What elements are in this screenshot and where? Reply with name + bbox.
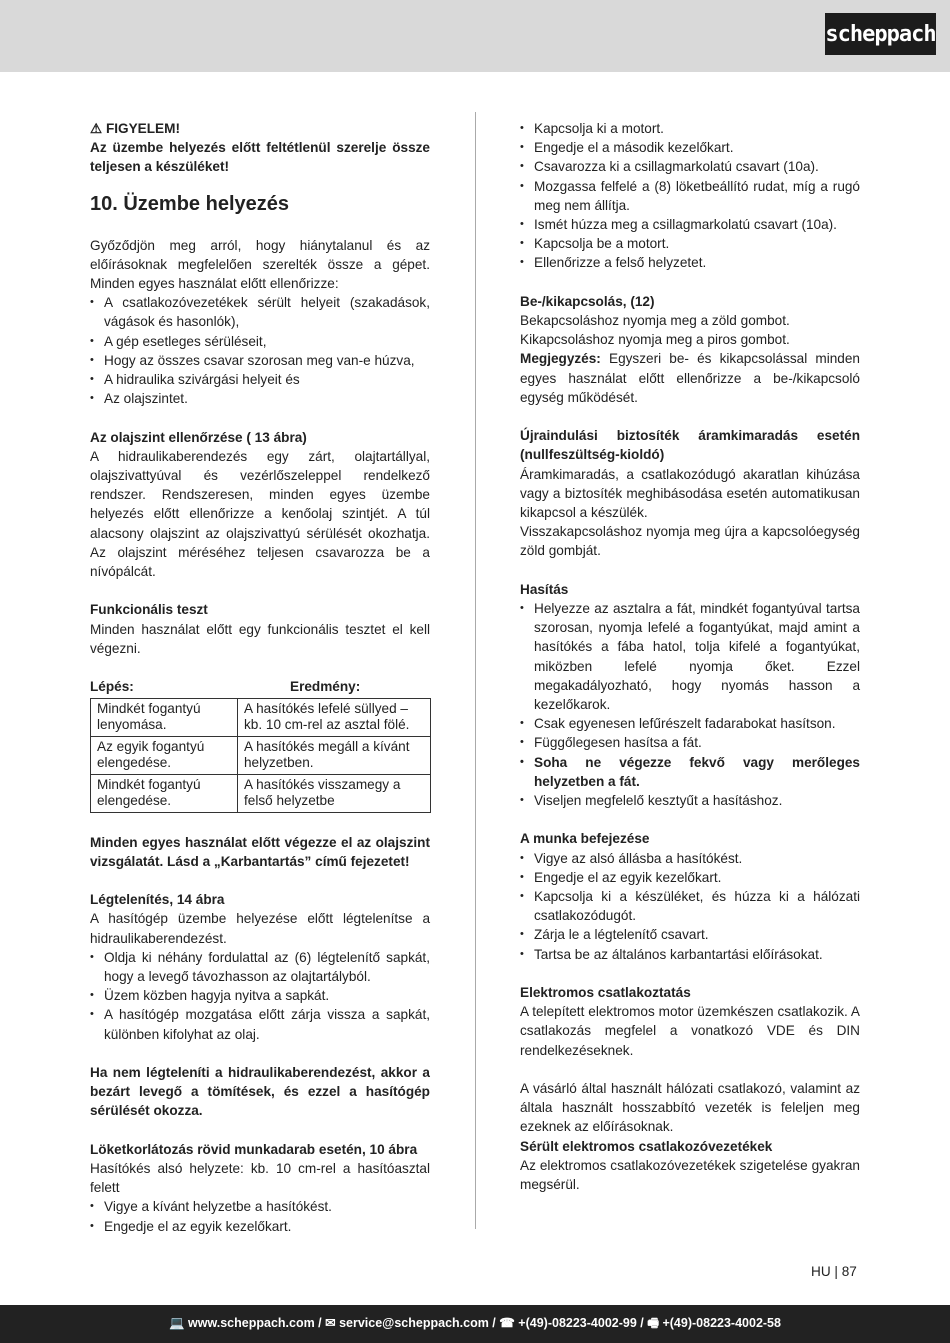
- paragraph: Áramkimaradás, a csatlakozódugó akaratlan kihúzása vagy a biztosíték meghibásodása esetén automatikusan kikapcsol a készülék.: [520, 466, 860, 521]
- paragraph: A hasítógép üzembe helyezése előtt légtelenítse a hidraulikaberendezést.: [90, 911, 430, 946]
- column-divider: [475, 112, 476, 1229]
- list-item: • Csavarozza ki a csillagmarkolatú csavart (10a).: [520, 157, 860, 176]
- list-item: • A hidraulika szivárgási helyeit és: [90, 370, 430, 389]
- paragraph: Visszakapcsoláshoz nyomja meg újra a kapcsolóegység zöld gombját.: [520, 524, 860, 559]
- list-item: • A gép esetleges sérüléseit,: [90, 332, 430, 351]
- spacer: [520, 964, 860, 983]
- table-cell: A hasítókés visszamegy a felső helyzetbe: [238, 775, 431, 813]
- bold-heading: Be-/kikapcsolás, (12): [520, 293, 655, 309]
- column-header: Eredmény:: [290, 679, 361, 695]
- page-number: HU | 87: [811, 1264, 857, 1279]
- bold-heading: Az üzembe helyezés előtt feltétlenül szerelje össze teljesen a készüléket!: [90, 140, 430, 175]
- left-column: [90, 119, 430, 1236]
- note-text: Egyszeri be- és kikapcsolással minden egyes használat előtt ellenőrizze a be-/kikapcsoló egység működését.: [520, 351, 860, 405]
- bold-heading: ⚠ FIGYELEM!: [90, 121, 180, 136]
- bold-heading: Ha nem légteleníti a hidraulikaberendezést, akkor a bezárt levegő a tömítések, és ezzel a hasítógép sérülését okozza.: [90, 1065, 430, 1119]
- spacer: [90, 408, 430, 427]
- spacer: [520, 407, 860, 426]
- bullet-list: [520, 849, 860, 964]
- spacer: [520, 1060, 860, 1079]
- table-row: [91, 699, 431, 737]
- list-item: • Ellenőrizze a felső helyzetet.: [520, 253, 860, 272]
- bold-heading: Az olajszint ellenőrzése ( 13 ábra): [90, 429, 307, 445]
- spacer: [520, 561, 860, 580]
- bold-heading: A munka befejezése: [520, 831, 650, 847]
- list-item: • Csak egyenesen lefűrészelt fadarabokat hasítson.: [520, 714, 860, 733]
- table-cell: A hasítókés megáll a kívánt helyzetben.: [238, 737, 431, 775]
- list-item: • Mozgassa felfelé a (8) löketbeállító rudat, míg a rugó meg nem állítja.: [520, 177, 860, 215]
- paragraph: A hidraulikaberendezés egy zárt, olajtartállyal, olajszivattyúval és vezérlőszeleppel rendelkező rendszer. Rendszeresen, minden egyes üzembe helyezés előtt ellenőrizze a kenőolaj szintjét. A túl alacsony olajszint az olajszivattyú sérülését okozhatja. Az olajszint méréséhez teljesen csavarozza be a nívópálcát.: [90, 448, 430, 580]
- table-cell: A hasítókés lefelé süllyed – kb. 10 cm-rel az asztal fölé.: [238, 699, 431, 737]
- list-item: • Viseljen megfelelő kesztyűt a hasításhoz.: [520, 791, 860, 810]
- paragraph: Kikapcsoláshoz nyomja meg a piros gombot.: [520, 332, 790, 348]
- bold-heading: Sérült elektromos csatlakozóvezetékek: [520, 1138, 773, 1154]
- bold-heading: Elektromos csatlakoztatás: [520, 985, 691, 1001]
- list-item: • Engedje el az egyik kezelőkart.: [90, 1217, 430, 1236]
- scheppach-logo: scheppach: [825, 13, 936, 55]
- list-item: • Függőlegesen hasítsa a fát.: [520, 733, 860, 752]
- paragraph: Hasítókés alsó helyzete: kb. 10 cm-rel a hasítóasztal felett: [90, 1161, 430, 1196]
- spacer: [90, 658, 430, 677]
- function-test-table: [90, 698, 431, 813]
- paragraph: Bekapcsoláshoz nyomja meg a zöld gombot.: [520, 313, 790, 329]
- list-item: • Vigye a kívánt helyzetbe a hasítókést.: [90, 1197, 430, 1216]
- header-bar: [0, 0, 950, 72]
- bold-heading: Hasítás: [520, 581, 569, 597]
- spacer: [520, 810, 860, 829]
- list-item: • Zárja le a légtelenítő csavart.: [520, 925, 860, 944]
- list-item: • Hogy az összes csavar szorosan meg van-e húzva,: [90, 351, 430, 370]
- spacer: [90, 581, 430, 600]
- bullet-list: [90, 293, 430, 408]
- bullet-list: [520, 599, 860, 810]
- list-item: • Engedje el a második kezelőkart.: [520, 138, 860, 157]
- list-item: • Engedje el az egyik kezelőkart.: [520, 868, 860, 887]
- note-paragraph: [520, 349, 860, 407]
- table-row: [91, 775, 431, 813]
- list-item: • Tartsa be az általános karbantartási előírásokat.: [520, 945, 860, 964]
- spacer: [520, 273, 860, 292]
- list-item: • Soha ne végezze fekvő vagy merőleges helyzetben a fát.: [520, 753, 860, 791]
- paragraph: A telepített elektromos motor üzemkészen csatlakozik. A csatlakozás megfelel a vonatkozó VDE és DIN rendelkezéseknek.: [520, 1004, 860, 1058]
- list-item: • Oldja ki néhány fordulattal az (6) légtelenítő sapkát, hogy a levegő távozhasson az olajtartályból.: [90, 948, 430, 986]
- spacer: [90, 813, 430, 832]
- paragraph: Az elektromos csatlakozóvezetékek szigetelése gyakran megsérül.: [520, 1157, 860, 1193]
- table-row: [91, 737, 431, 775]
- list-item: • Üzem közben hagyja nyitva a sapkát.: [90, 986, 430, 1005]
- bold-heading: Löketkorlátozás rövid munkadarab esetén, 10 ábra: [90, 1141, 418, 1157]
- spacer: [90, 871, 430, 890]
- list-item: • Ismét húzza meg a csillagmarkolatú csavart (10a).: [520, 215, 860, 234]
- list-item: • Kapcsolja ki a motort.: [520, 119, 860, 138]
- bold-heading: Minden egyes használat előtt végezze el az olajszint vizsgálatát. Lásd a „Karbantartás” című fejezetet!: [90, 834, 430, 869]
- spacer: [90, 1044, 430, 1063]
- bullet-list: [90, 948, 430, 1044]
- note-label: Megjegyzés:: [520, 351, 601, 367]
- column-header: Lépés:: [90, 679, 134, 695]
- section-title: 10. Üzembe helyezés: [90, 192, 289, 215]
- list-item: • Az olajszintet.: [90, 389, 430, 408]
- table-cell: Mindkét fogantyú elengedése.: [91, 775, 238, 813]
- bullet-list: [90, 1197, 430, 1235]
- bold-heading: Légtelenítés, 14 ábra: [90, 892, 225, 908]
- table-cell: Mindkét fogantyú lenyomása.: [91, 699, 238, 737]
- table-header: [90, 677, 430, 696]
- paragraph: A vásárló által használt hálózati csatlakozó, valamint az általa használt hosszabbító vezeték is feleljen meg ezeknek az előírásoknak.: [520, 1081, 860, 1135]
- right-column: [520, 119, 860, 1194]
- footer-contact-bar: 💻 www.scheppach.com / ✉ service@scheppach.com / ☎ +(49)-08223-4002-99 / 🖷 +(49)-08223-4002-58: [0, 1305, 950, 1343]
- list-item: • A csatlakozóvezetékek sérült helyeit (szakadások, vágások és hasonlók),: [90, 293, 430, 331]
- bullet-list: [520, 119, 860, 273]
- list-item: • Kapcsolja ki a készüléket, és húzza ki a hálózati csatlakozódugót.: [520, 887, 860, 925]
- list-item: • Helyezze az asztalra a fát, mindkét fogantyúval tartsa szorosan, nyomja lefelé a fogantyúkat, majd amint a hasítókés a fába hatol, tolja kifelé a fogantyúkat, miközben lefelé nyomja őket. Ezzel megakadályozható, hogy nyomás hasson a kezelőkarok.: [520, 599, 860, 714]
- spacer: [90, 1121, 430, 1140]
- bold-heading: Újraindulási biztosíték áramkimaradás esetén (nullfeszültség-kioldó): [520, 428, 860, 463]
- bold-heading: Funkcionális teszt: [90, 602, 208, 618]
- table-cell: Az egyik fogantyú elengedése.: [91, 737, 238, 775]
- list-item: • Kapcsolja be a motort.: [520, 234, 860, 253]
- list-item: • A hasítógép mozgatása előtt zárja vissza a sapkát, különben kifolyhat az olaj.: [90, 1005, 430, 1043]
- paragraph: Győződjön meg arról, hogy hiánytalanul és az előírásoknak megfelelően szerelték össze a gépet. Minden egyes használat előtt ellenőrizze:: [90, 237, 430, 292]
- paragraph: Minden használat előtt egy funkcionális tesztet el kell végezni.: [90, 621, 430, 656]
- list-item: • Vigye az alsó állásba a hasítókést.: [520, 849, 860, 868]
